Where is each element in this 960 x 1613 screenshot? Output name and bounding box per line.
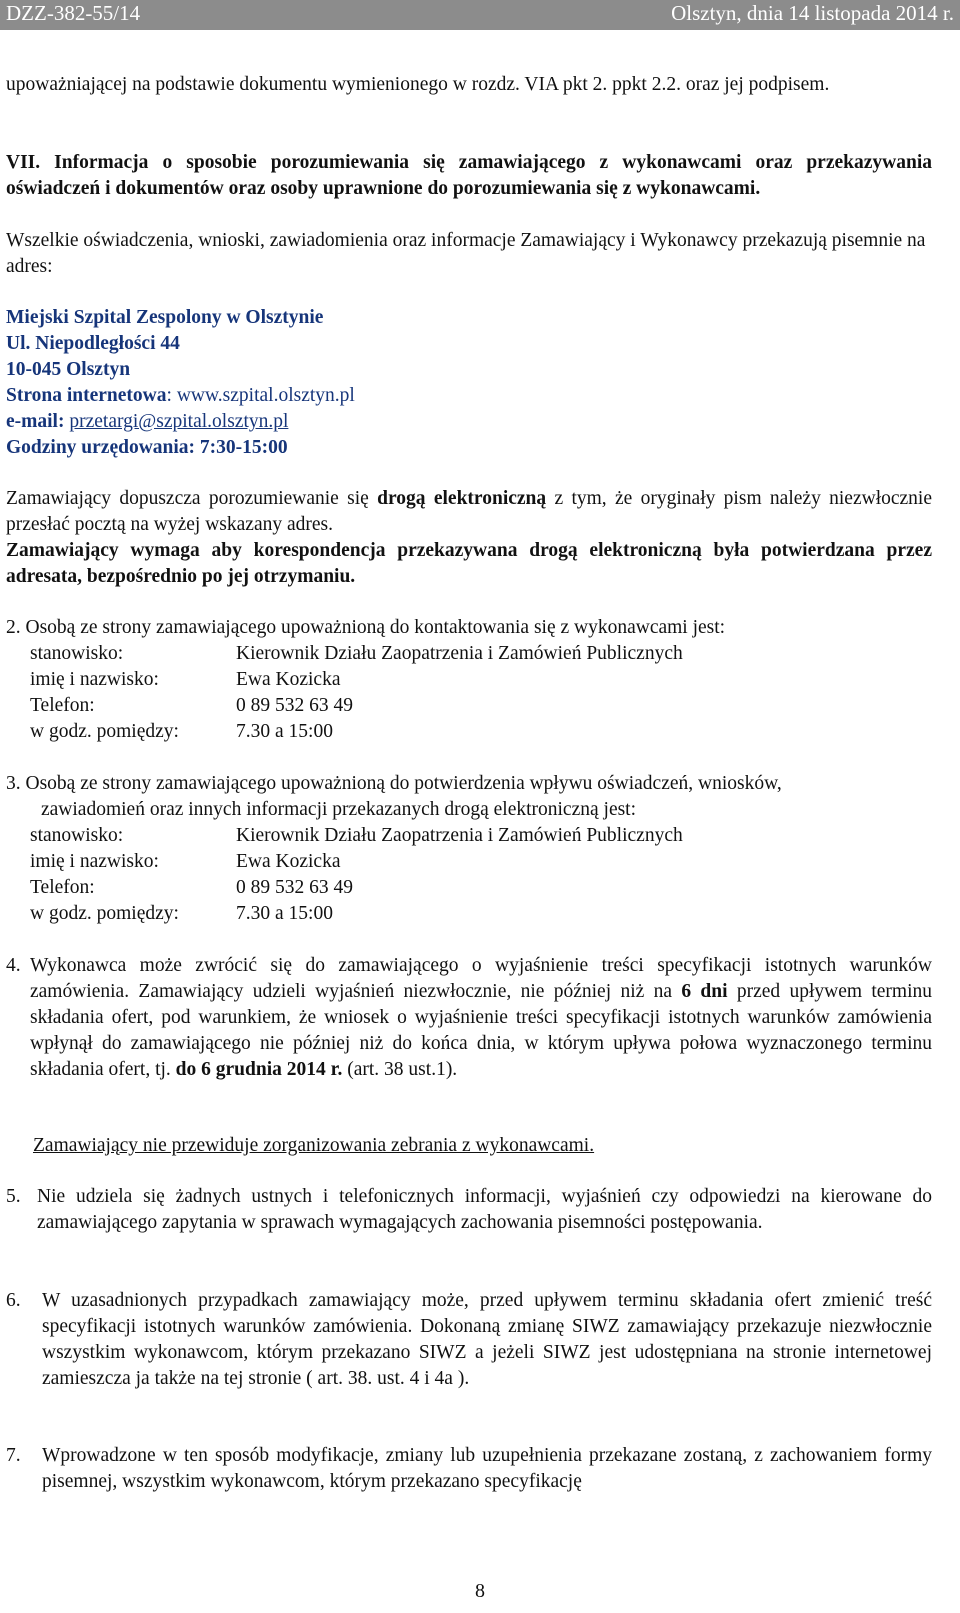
- place-date: Olsztyn, dnia 14 listopada 2014 r.: [671, 1, 954, 25]
- item-4-deadline-date: do 6 grudnia 2014 r.: [175, 1059, 343, 1080]
- intro-paragraph: upoważniającej na podstawie dokumentu wymienionego w rozdz. VIA pkt 2. ppkt 2.2. oraz jej podpisem.: [6, 74, 830, 95]
- contact-key: w godz. pomiędzy:: [30, 903, 179, 924]
- page-number: 8: [475, 1580, 485, 1602]
- contact-key: imię i nazwisko:: [30, 669, 159, 690]
- electronic-text-1: Zamawiający dopuszcza porozumiewanie się: [6, 488, 378, 509]
- contact-value: 7.30 a 15:00: [236, 903, 333, 924]
- item-6-text: W uzasadnionych przypadkach zamawiający może, przed upływem terminu składania ofert zmienić treść specyfikacji istotnych warunków zamówienia. Dokonaną zmianę SIWZ zamawiający przekazuje niezwłocznie wszystkim wykonawcom, którym przekazano SIWZ a jeżeli SIWZ jest udostępniana na stronie internetowej zamieszcza ja także na tej stronie ( art. 38. ust. 4 i 4a ).: [42, 1290, 932, 1389]
- contact-value: Kierownik Działu Zaopatrzenia i Zamówień Publicznych: [236, 825, 683, 846]
- electronic-emphasis: drogą elektroniczną: [377, 488, 547, 509]
- item-4-text: [30, 953, 932, 1083]
- contact-key: Telefon:: [30, 695, 95, 716]
- meeting-note: Zamawiający nie przewiduje zorganizowania zebrania z wykonawcami.: [33, 1135, 595, 1156]
- item-5-text: Nie udziela się żadnych ustnych i telefonicznych informacji, wyjaśnień czy odpowiedzi na kierowane do zamawiającego zapytania w sprawach wymagających zachowania pisemności postępowania.: [37, 1186, 932, 1233]
- street: Ul. Niepodległości 44: [6, 333, 180, 354]
- confirmation-paragraph: Zamawiający wymaga aby korespondencja przekazywana drogą elektroniczną była potwierdzana przez adresata, bezpośrednio po jej otrzymaniu.: [6, 540, 932, 587]
- contact-value: 7.30 a 15:00: [236, 721, 333, 742]
- address-block: [6, 305, 932, 461]
- item-7-text: Wprowadzone w ten sposób modyfikacje, zmiany lub uzupełnienia przekazane zostaną, z zachowaniem formy pisemnej, wszystkim wykonawcom, którym przekazano specyfikację: [42, 1445, 932, 1492]
- item-4-text-a: Wykonawca może zwrócić się do zamawiającego o wyjaśnienie treści specyfikacji istotnych warunków zamówienia. Zamawiający udzieli wyjaśnień niezwłocznie, nie później niż na: [30, 955, 932, 1002]
- item-4-text-c: (art. 38 ust.1).: [342, 1059, 458, 1080]
- institution-name: Miejski Szpital Zespolony w Olsztynie: [6, 307, 324, 328]
- electronic-text-2: z tym, że oryginały pism należy niezwłocznie przesłać pocztą na wyżej wskazany adres.: [6, 488, 933, 535]
- email-link[interactable]: przetargi@szpital.olsztyn.pl: [69, 411, 289, 432]
- page-header: [0, 0, 960, 30]
- contact-key: stanowisko:: [30, 643, 124, 664]
- item-2-text: 2. Osobą ze strony zamawiającego upoważnioną do kontaktowania się z wykonawcami jest:: [6, 617, 726, 638]
- electronic-paragraph: [6, 486, 932, 538]
- contact-key: stanowisko:: [30, 825, 124, 846]
- item-number: 7.: [6, 1445, 21, 1466]
- item-4-text-b: przed upływem terminu składania ofert, pod warunkiem, że wniosek o wyjaśnienie treści specyfikacji istotnych warunków zamówienia wpłynął do zamawiającego nie później niż do końca dnia, w którym upływa połowa wyznaczonego terminu składania ofert, tj.: [30, 981, 933, 1080]
- contact-value: Ewa Kozicka: [236, 851, 341, 872]
- section-7-heading: VII. Informacja o sposobie porozumiewania się zamawiającego z wykonawcami oraz przekazywania oświadczeń i dokumentów oraz osoby uprawnione do porozumiewania się z wykonawcami.: [6, 152, 932, 199]
- contact-value: Ewa Kozicka: [236, 669, 341, 690]
- item-number: 4.: [6, 955, 21, 976]
- city: 10-045 Olsztyn: [6, 359, 131, 380]
- item-3-line-2: zawiadomień oraz innych informacji przekazanych drogą elektroniczną jest:: [41, 799, 637, 820]
- email-line: [6, 409, 932, 435]
- section-7-lead: Wszelkie oświadczenia, wnioski, zawiadomienia oraz informacje Zamawiający i Wykonawcy przekazują pisemnie na adres:: [6, 230, 926, 277]
- office-hours: Godziny urzędowania: 7:30-15:00: [6, 437, 288, 458]
- contact-key: imię i nazwisko:: [30, 851, 159, 872]
- contact-value: Kierownik Działu Zaopatrzenia i Zamówień Publicznych: [236, 643, 683, 664]
- contact-key: Telefon:: [30, 877, 95, 898]
- email-label: e-mail:: [6, 411, 65, 432]
- contact-value: 0 89 532 63 49: [236, 695, 353, 716]
- item-3-line-1: 3. Osobą ze strony zamawiającego upoważnioną do potwierdzenia wpływu oświadczeń, wniosków,: [6, 773, 782, 794]
- website-label: Strona internetowa: [6, 385, 167, 406]
- website-link[interactable]: www.szpital.olsztyn.pl: [176, 385, 355, 406]
- item-number: 6.: [6, 1290, 21, 1311]
- contact-key: w godz. pomiędzy:: [30, 721, 179, 742]
- contact-value: 0 89 532 63 49: [236, 877, 353, 898]
- item-4-deadline-days: 6 dni: [681, 981, 728, 1002]
- website-line: Strona internetowa: www.szpital.olsztyn.pl: [6, 385, 355, 406]
- document-reference: DZZ-382-55/14: [6, 1, 141, 25]
- item-number: 5.: [6, 1186, 21, 1207]
